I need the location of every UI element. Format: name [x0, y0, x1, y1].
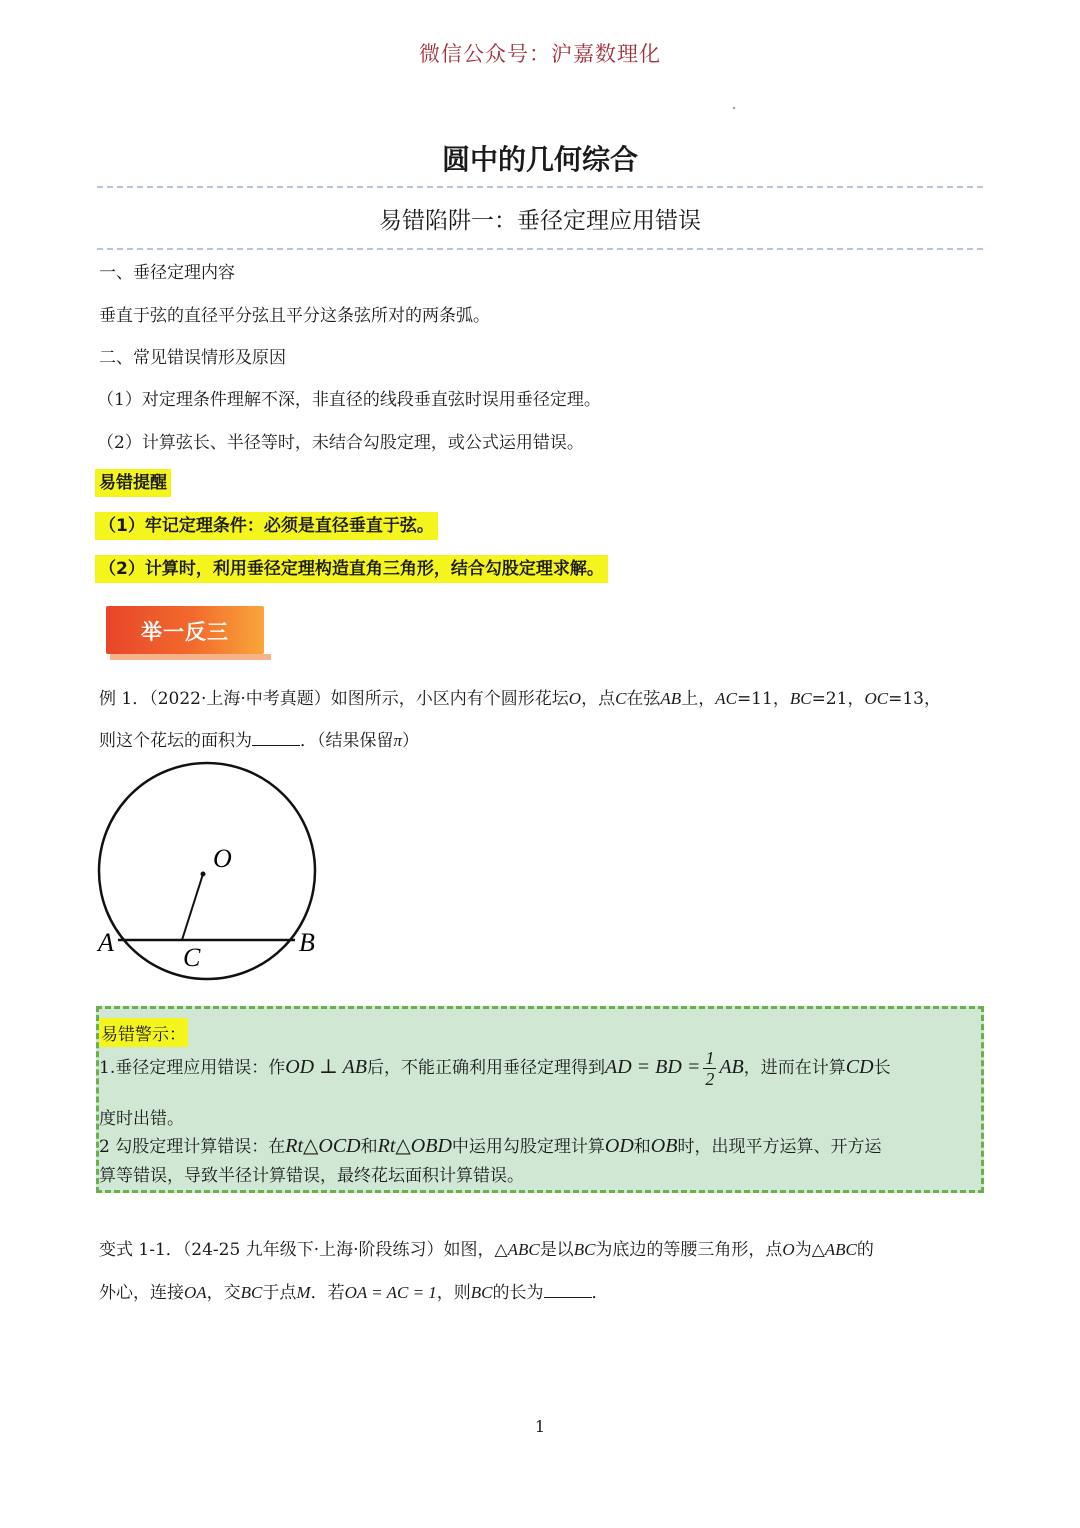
- error-item-2: （2）计算弦长、半径等时，未结合勾股定理，或公式运用错误。: [97, 433, 584, 453]
- dashed-divider-bottom: [97, 248, 983, 250]
- example-1-line-2: 则这个花坛的面积为 ．（结果保留π）: [99, 731, 420, 751]
- page-header: 微信公众号：沪嘉数理化: [419, 42, 661, 66]
- label-c: C: [183, 943, 201, 972]
- warning-line-2: 度时出错。: [99, 1109, 184, 1129]
- variant-1-1-line-2: 外心，连接OA，交BC于点M．若OA = AC = 1，则BC的长为 ．: [99, 1283, 609, 1303]
- label-o: O: [213, 844, 232, 873]
- section-badge: [106, 606, 271, 662]
- reminder-item-2: （2）计算时，利用垂径定理构造直角三角形，结合勾股定理求解。: [95, 558, 608, 580]
- document-title: 圆中的几何综合: [441, 143, 638, 176]
- answer-blank-variant: [544, 1283, 592, 1298]
- example-1-line-1: 例 1．（2022·上海·中考真题）如图所示，小区内有个圆形花坛O，点C在弦AB上，AC=11，BC=21，OC=13，: [99, 689, 941, 709]
- label-b: B: [299, 928, 315, 957]
- center-point: [201, 872, 206, 877]
- fraction-one-half: $\frac{1}{2}$: [705, 1048, 715, 1089]
- stray-dot: [733, 107, 735, 109]
- theorem-text: 垂直于弦的直径平分弦且平分这条弦所对的两条弧。: [99, 306, 490, 326]
- warning-label: 易错警示：: [99, 1018, 188, 1047]
- warning-line-3: 2 勾股定理计算错误：在Rt△OCD和Rt△OBD中运用勾股定理计算OD和OB时，出现平方运算、开方运: [99, 1135, 882, 1157]
- reminder-label: 易错提醒: [95, 472, 171, 494]
- page-number: 1: [534, 1417, 546, 1436]
- segment-oc: [182, 874, 203, 940]
- circle-figure: [90, 760, 350, 990]
- warning-line-4: 算等错误，导致半径计算错误，最终花坛面积计算错误。: [99, 1166, 524, 1186]
- variant-1-1-line-1: 变式 1-1．（24-25 九年级下·上海·阶段练习）如图，△ABC是以BC为底边的等腰三角形，点O为△ABC的: [99, 1240, 874, 1260]
- answer-blank: [252, 731, 300, 746]
- heading-theorem: 一、垂径定理内容: [99, 263, 235, 283]
- reminder-item-1: （1）牢记定理条件：必须是直径垂直于弦。: [95, 515, 438, 537]
- label-a: A: [98, 928, 114, 957]
- error-item-1: （1）对定理条件理解不深，非直径的线段垂直弦时误用垂径定理。: [97, 390, 601, 410]
- warning-line-1: 1.垂径定理应用错误：作OD ⊥ AB后，不能正确利用垂径定理得到AD = BD = $\frac{1}{2}$ AB，进而在计算CD长: [99, 1048, 891, 1089]
- section-title: 易错陷阱一：垂径定理应用错误: [379, 208, 701, 234]
- circle-outline: [99, 763, 315, 979]
- badge-label: 举一反三: [141, 620, 229, 644]
- heading-errors: 二、常见错误情形及原因: [99, 348, 286, 368]
- dashed-divider-top: [97, 186, 983, 188]
